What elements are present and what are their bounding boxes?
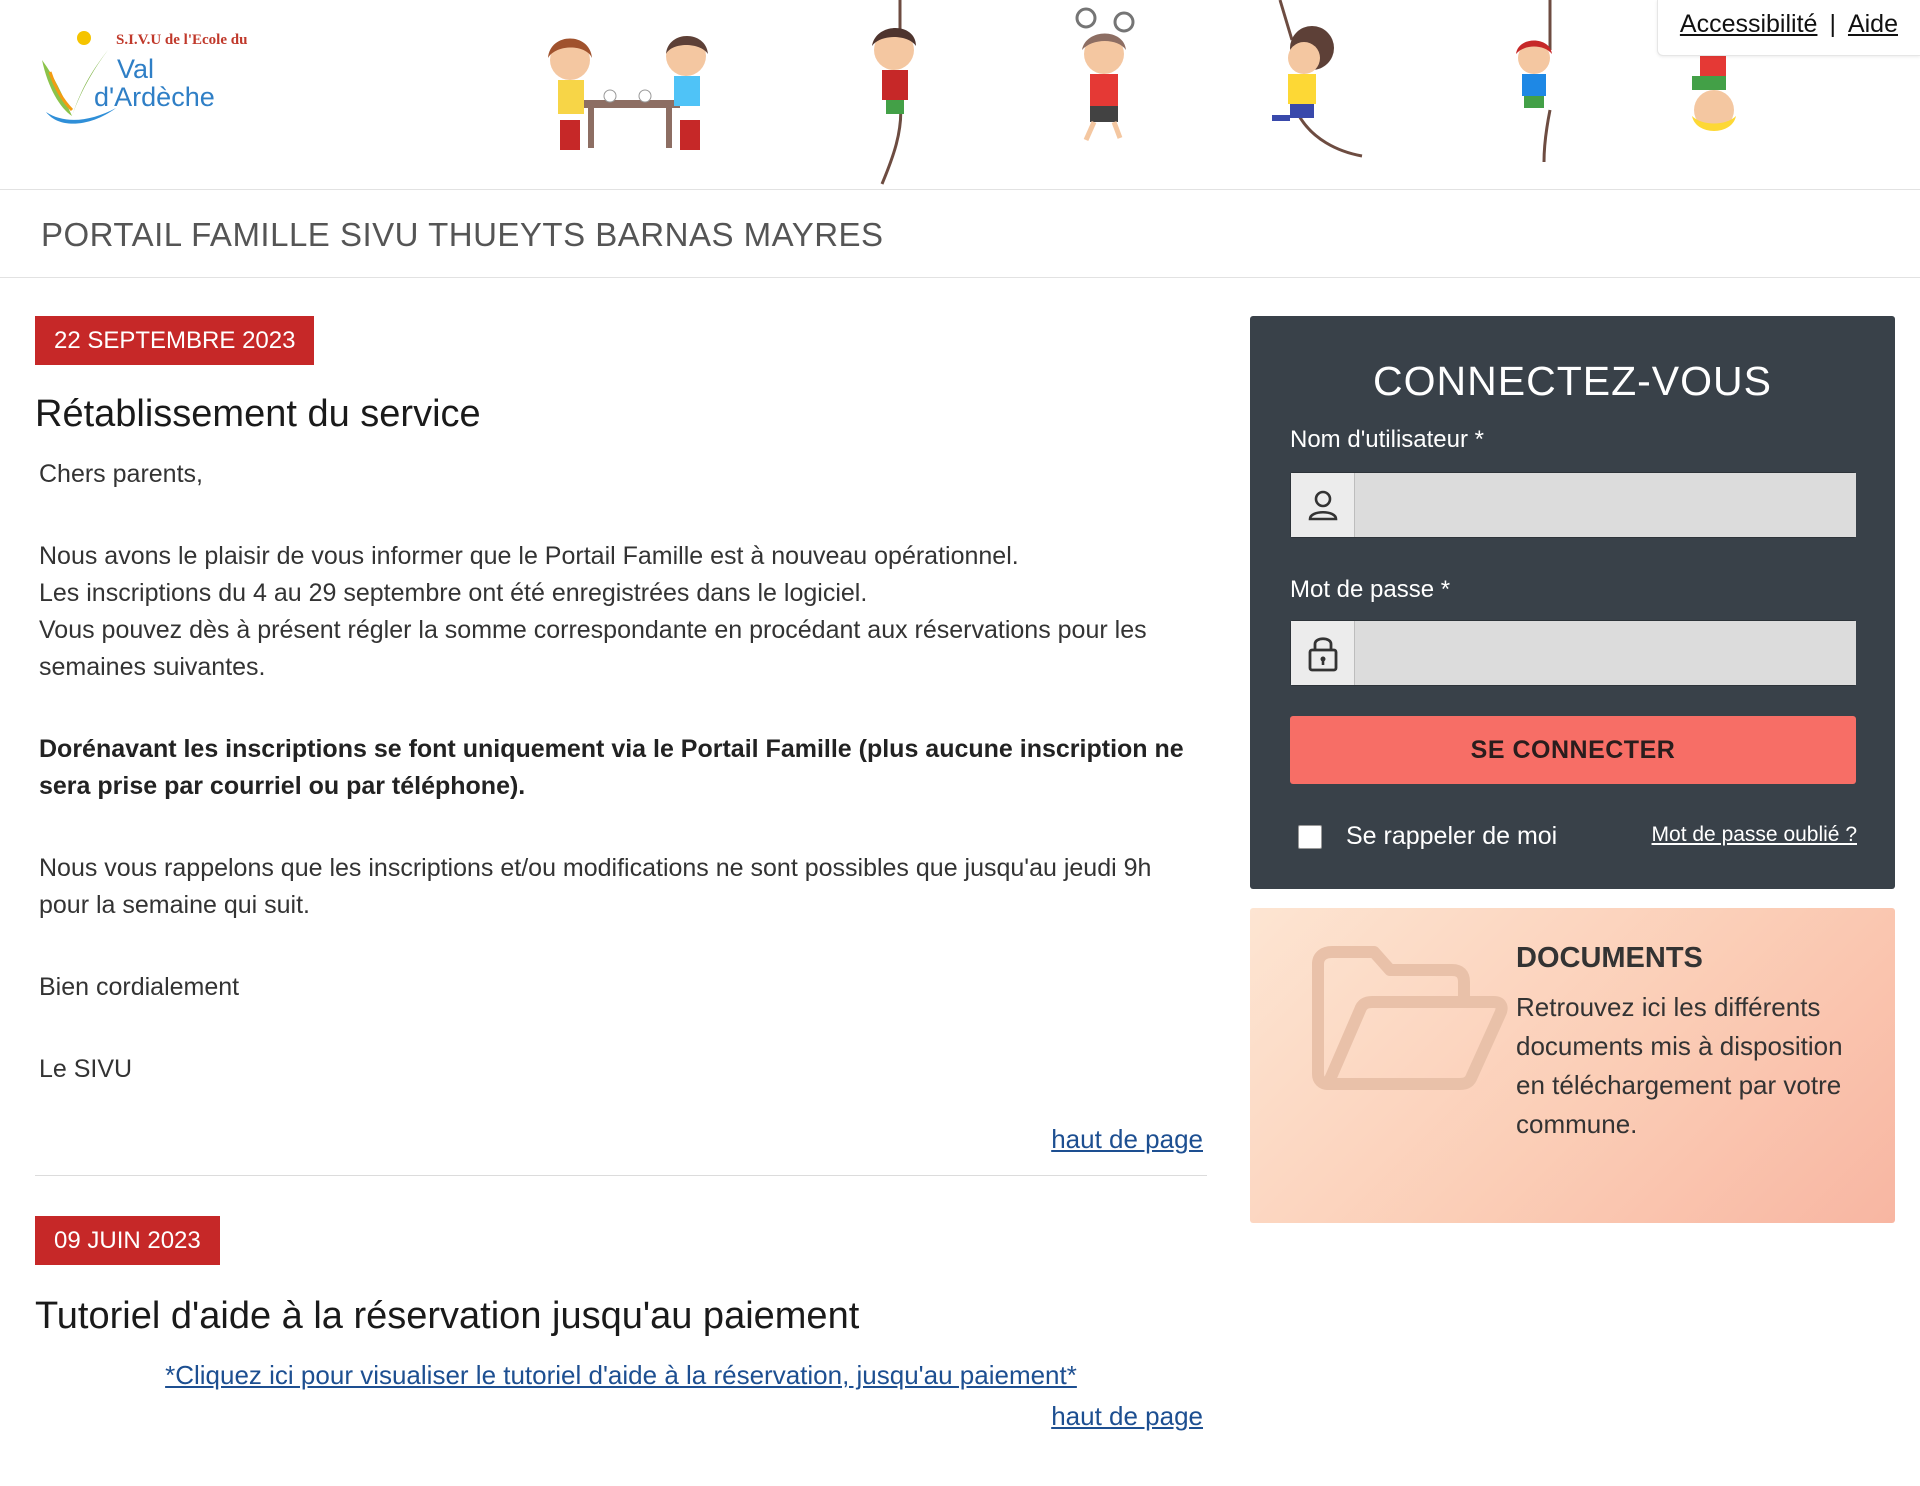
news-paragraph: Vous pouvez dès à présent régler la somme correspondante en procédant aux réservations pour les semaines suivantes. xyxy=(39,616,1147,681)
logo-title-ardeche: d'Ardèche xyxy=(94,82,215,112)
username-label: Nom d'utilisateur * xyxy=(1290,426,1484,453)
tutorial-link-row xyxy=(35,1360,1207,1391)
news-column xyxy=(35,316,1207,1432)
password-input[interactable] xyxy=(1356,621,1856,685)
news-paragraph: Les inscriptions du 4 au 29 septembre ont été enregistrées dans le logiciel. xyxy=(39,579,868,607)
kid-rope-1-illustration xyxy=(872,0,916,184)
forgot-password-link[interactable]: Mot de passe oublié ? xyxy=(1651,823,1857,846)
news-greeting: Chers parents, xyxy=(39,460,203,488)
news-title: Rétablissement du service xyxy=(35,393,481,435)
logo-title-val: Val xyxy=(117,54,155,84)
news-body xyxy=(35,456,1207,1088)
accessibility-link[interactable]: Accessibilité xyxy=(1679,10,1818,38)
site-header xyxy=(0,0,1920,190)
top-links-separator: | xyxy=(1829,10,1836,38)
news-date-badge: 09 JUIN 2023 xyxy=(35,1216,220,1265)
lock-icon xyxy=(1291,621,1355,685)
news-bold-text: Dorénavant les inscriptions se font uniquement via le Portail Famille (plus aucune inscription ne sera prise par courriel ou par téléphone). xyxy=(39,735,1184,800)
news-item xyxy=(35,316,1207,1155)
portal-title-bar xyxy=(0,190,1920,278)
back-to-top-row xyxy=(35,1124,1207,1155)
tutorial-link[interactable]: *Cliquez ici pour visualiser le tutoriel d'aide à la réservation, jusqu'au paiement* xyxy=(165,1360,1077,1390)
login-panel xyxy=(1250,316,1895,889)
remember-me-label: Se rappeler de moi xyxy=(1346,822,1558,850)
back-to-top-row xyxy=(35,1401,1207,1432)
help-link[interactable]: Aide xyxy=(1847,10,1898,38)
news-signature: Le SIVU xyxy=(39,1055,133,1083)
login-title: CONNECTEZ-VOUS xyxy=(1373,358,1772,404)
remember-me[interactable] xyxy=(1298,822,1557,851)
back-to-top-link[interactable]: haut de page xyxy=(1051,1401,1203,1431)
kid-rope-2-illustration xyxy=(1272,0,1362,156)
logo[interactable] xyxy=(38,28,248,128)
news-paragraph: Nous avons le plaisir de vous informer que le Portail Famille est à nouveau opérationnel. xyxy=(39,542,1019,570)
news-closing: Bien cordialement xyxy=(39,973,240,1001)
remember-me-checkbox[interactable] xyxy=(1298,825,1322,849)
user-icon xyxy=(1291,473,1355,537)
logo-swoosh-icon xyxy=(38,28,118,128)
news-date-badge: 22 SEPTEMBRE 2023 xyxy=(35,316,314,365)
news-item xyxy=(35,1216,1207,1432)
back-to-top-link[interactable]: haut de page xyxy=(1051,1124,1203,1154)
kids-table-illustration xyxy=(548,36,708,150)
login-button[interactable]: SE CONNECTER xyxy=(1290,716,1856,784)
news-bold-notice xyxy=(39,731,1207,805)
news-divider xyxy=(35,1175,1207,1176)
top-links xyxy=(1657,0,1920,56)
username-input[interactable] xyxy=(1356,473,1856,537)
password-label: Mot de passe * xyxy=(1290,576,1451,603)
portal-title: PORTAIL FAMILLE SIVU THUEYTS BARNAS MAYRES xyxy=(41,216,884,253)
folder-open-icon xyxy=(1308,944,1508,1094)
password-field-group xyxy=(1290,620,1856,686)
username-field-group xyxy=(1290,472,1856,538)
documents-card[interactable] xyxy=(1250,908,1895,1223)
news-title: Tutoriel d'aide à la réservation jusqu'au paiement xyxy=(35,1295,860,1337)
logo-subtitle: S.I.V.U de l'Ecole du xyxy=(116,32,248,48)
documents-title: DOCUMENTS xyxy=(1516,942,1703,974)
kid-rings-illustration xyxy=(1077,9,1133,140)
documents-description: Retrouvez ici les différents documents mis à disposition en téléchargement par votre commune. xyxy=(1516,992,1843,1139)
kid-rope-3-illustration xyxy=(1516,0,1552,162)
children-illustration xyxy=(520,0,1760,190)
news-reminder: Nous vous rappelons que les inscriptions et/ou modifications ne sont possibles que jusqu'au jeudi 9h pour la semaine qui suit. xyxy=(39,854,1152,919)
